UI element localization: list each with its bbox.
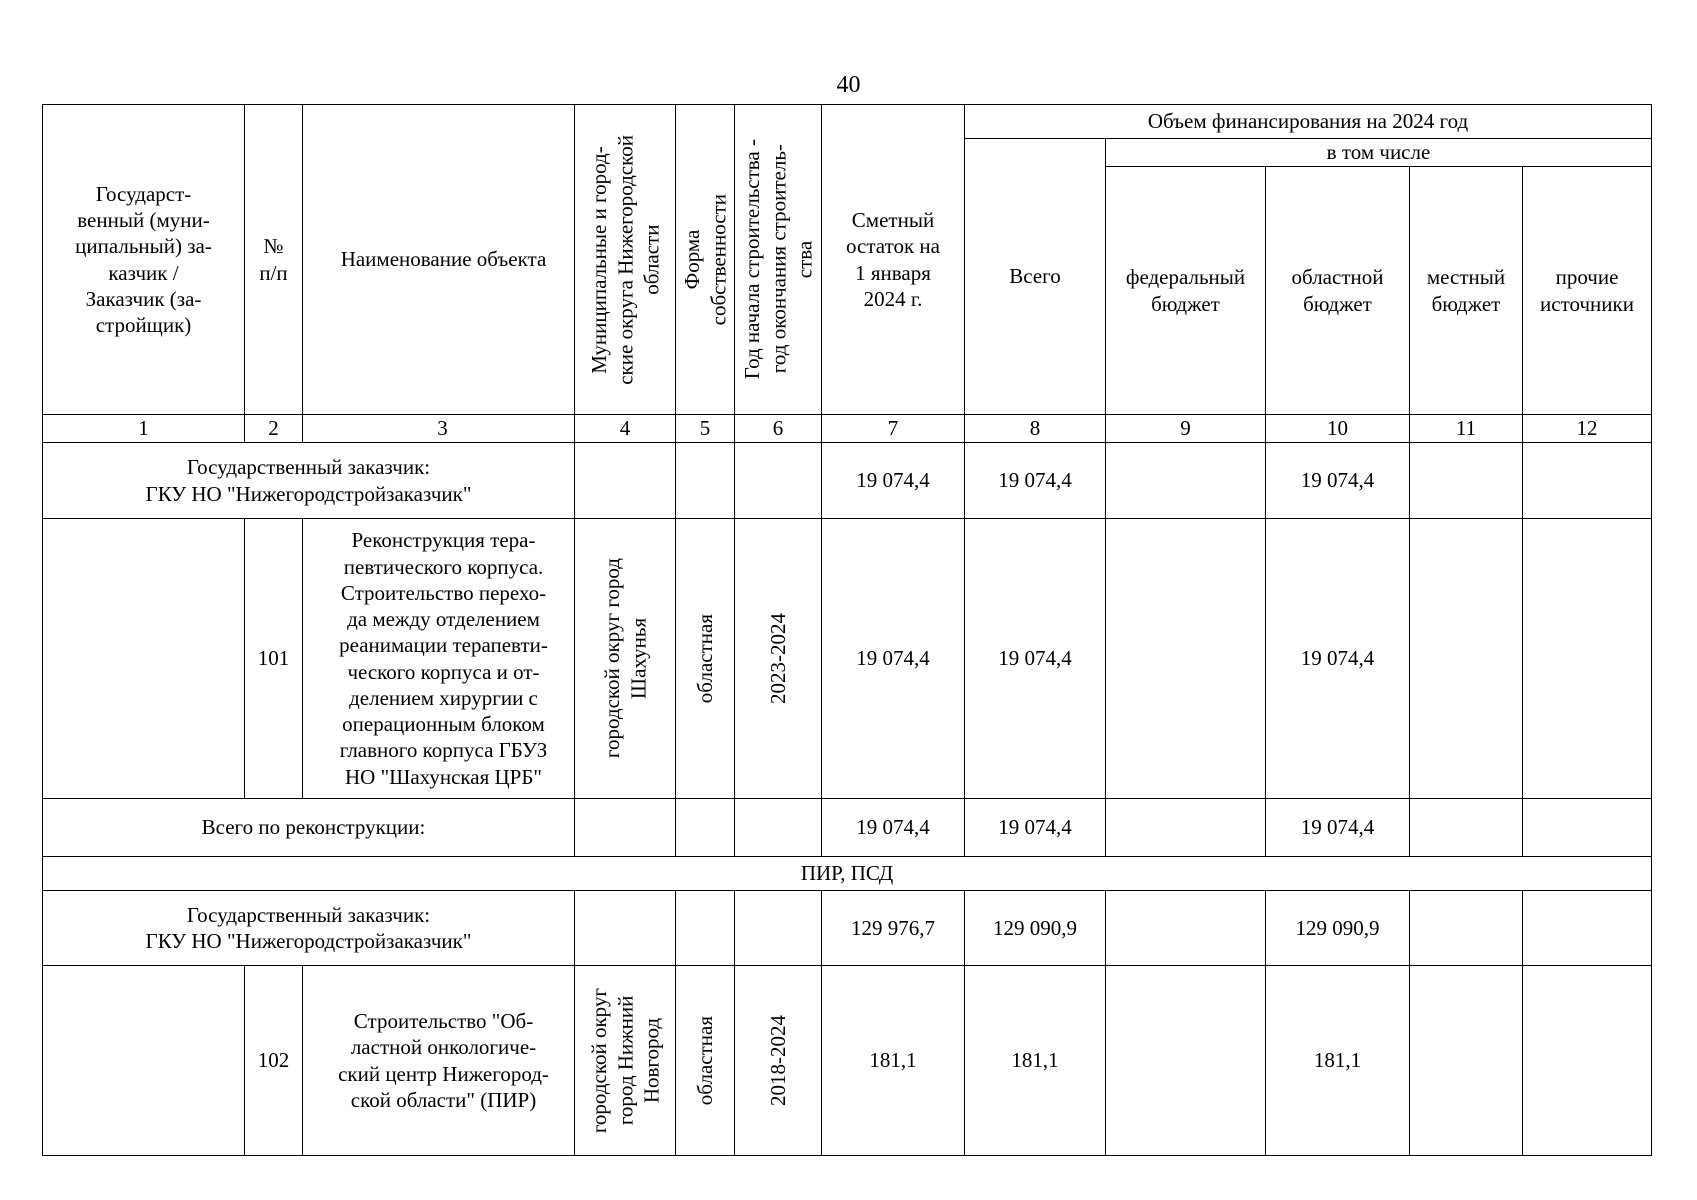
empty-cell (575, 891, 676, 966)
estimated-value: 19 074,4 (822, 799, 965, 857)
item-years (735, 966, 822, 1156)
header-row-1 (43, 105, 1652, 139)
item-ownership-text: областная (692, 613, 717, 704)
header-ownership (676, 105, 735, 415)
item-number: 102 (245, 966, 303, 1156)
empty-cell (43, 519, 245, 799)
estimated-value: 19 074,4 (822, 443, 965, 519)
local-value (1410, 966, 1523, 1156)
regional-value: 19 074,4 (1266, 799, 1410, 857)
item-years (735, 519, 822, 799)
regional-value: 19 074,4 (1266, 519, 1410, 799)
other-value (1523, 966, 1652, 1156)
empty-cell (735, 891, 822, 966)
empty-cell (735, 799, 822, 857)
column-number: 6 (735, 415, 822, 443)
header-estimated-balance: Сметный остаток на 1 января 2024 г. (822, 105, 965, 415)
column-number: 8 (965, 415, 1106, 443)
column-number: 7 (822, 415, 965, 443)
item-municipality (575, 966, 676, 1156)
other-value (1523, 443, 1652, 519)
header-number: № п/п (245, 105, 303, 415)
empty-cell (575, 443, 676, 519)
local-value (1410, 891, 1523, 966)
column-numbers-row (43, 415, 1652, 443)
other-value (1523, 519, 1652, 799)
header-local: местный бюджет (1410, 167, 1523, 415)
header-object-name: Наименование объекта (303, 105, 575, 415)
empty-cell (43, 966, 245, 1156)
other-value (1523, 891, 1652, 966)
header-other: прочие источники (1523, 167, 1652, 415)
item-ownership (676, 966, 735, 1156)
empty-cell (735, 443, 822, 519)
column-number: 2 (245, 415, 303, 443)
local-value (1410, 799, 1523, 857)
item-municipality (575, 519, 676, 799)
item-ownership (676, 519, 735, 799)
local-value (1410, 519, 1523, 799)
header-municipality-text: Муниципальные и город- ские округа Нижегородской области (586, 134, 664, 385)
financing-table (42, 104, 1652, 1156)
estimated-value: 129 976,7 (822, 891, 965, 966)
empty-cell (676, 891, 735, 966)
subtotal-row (43, 799, 1652, 857)
federal-value (1106, 443, 1266, 519)
federal-value (1106, 966, 1266, 1156)
regional-value: 129 090,9 (1266, 891, 1410, 966)
item-name: Строительство "Об- ластной онкологиче- ский центр Нижегород- ской области" (ПИР) (303, 966, 575, 1156)
header-funding-volume: Объем финансирования на 2024 год (965, 105, 1652, 139)
customer-row (43, 891, 1652, 966)
federal-value (1106, 519, 1266, 799)
header-total: Всего (965, 139, 1106, 415)
federal-value (1106, 799, 1266, 857)
federal-value (1106, 891, 1266, 966)
total-value: 19 074,4 (965, 799, 1106, 857)
item-years-text: 2023-2024 (765, 613, 790, 704)
item-years-text: 2018-2024 (765, 1015, 790, 1106)
total-value: 181,1 (965, 966, 1106, 1156)
header-municipality (575, 105, 676, 415)
header-regional: областной бюджет (1266, 167, 1410, 415)
column-number: 3 (303, 415, 575, 443)
item-ownership-text: областная (692, 1015, 717, 1106)
section-label: ПИР, ПСД (43, 857, 1652, 891)
column-number: 11 (1410, 415, 1523, 443)
page-number: 40 (836, 72, 861, 98)
table-row (43, 519, 1652, 799)
item-municipality-text: городской округ город Нижний Новгород (586, 987, 664, 1134)
column-number: 5 (676, 415, 735, 443)
customer-label: Государственный заказчик: ГКУ НО "Нижегородстройзаказчик" (43, 443, 575, 519)
regional-value: 181,1 (1266, 966, 1410, 1156)
header-years-text: Год начала строительства - год окончания строитель- ства (739, 139, 817, 380)
other-value (1523, 799, 1652, 857)
estimated-value: 19 074,4 (822, 519, 965, 799)
local-value (1410, 443, 1523, 519)
header-customer: Государст- венный (муни- ципальный) за- казчик / Заказчик (за- стройщик) (43, 105, 245, 415)
empty-cell (575, 799, 676, 857)
estimated-value: 181,1 (822, 966, 965, 1156)
header-federal: федеральный бюджет (1106, 167, 1266, 415)
column-number: 4 (575, 415, 676, 443)
subtotal-label: Всего по реконструкции: (43, 799, 575, 857)
item-number: 101 (245, 519, 303, 799)
header-including: в том числе (1106, 139, 1652, 167)
column-number: 9 (1106, 415, 1266, 443)
column-number: 12 (1523, 415, 1652, 443)
customer-row (43, 443, 1652, 519)
item-name: Реконструкция тера- певтического корпуса. Строительство перехо- да между отделением реанимации терапевти- ческого корпуса и от- делением хирургии с операционным блоком главного корпуса ГБУЗ НО "Шахунская ЦРБ" (303, 519, 575, 799)
table-row (43, 966, 1652, 1156)
column-number: 10 (1266, 415, 1410, 443)
section-row (43, 857, 1652, 891)
total-value: 129 090,9 (965, 891, 1106, 966)
customer-label: Государственный заказчик: ГКУ НО "Нижегородстройзаказчик" (43, 891, 575, 966)
column-number: 1 (43, 415, 245, 443)
total-value: 19 074,4 (965, 519, 1106, 799)
empty-cell (676, 799, 735, 857)
regional-value: 19 074,4 (1266, 443, 1410, 519)
total-value: 19 074,4 (965, 443, 1106, 519)
header-years (735, 105, 822, 415)
header-ownership-text: Форма собственности (679, 193, 730, 326)
item-municipality-text: городской округ город Шахунья (599, 558, 650, 759)
empty-cell (676, 443, 735, 519)
